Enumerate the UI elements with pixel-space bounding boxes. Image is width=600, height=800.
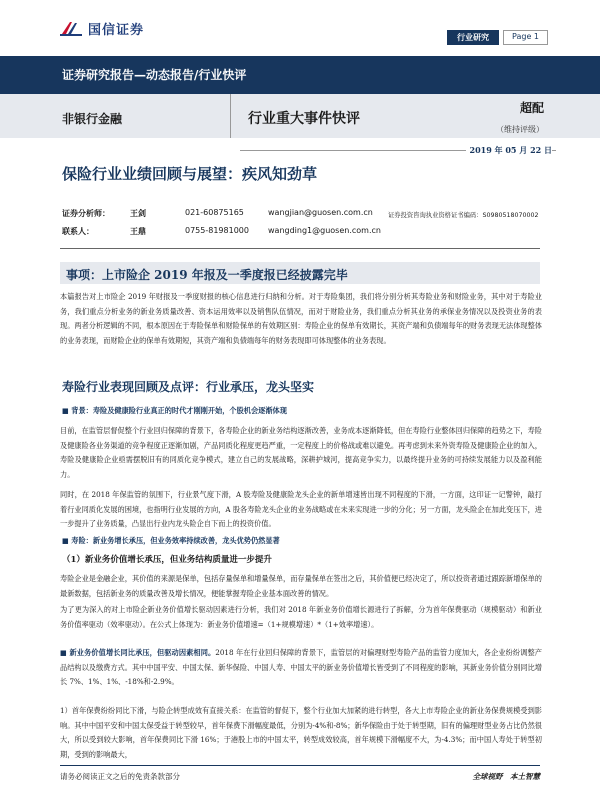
paragraph-5 (60, 646, 542, 690)
rating-note: （维持评级） (496, 125, 544, 134)
analyst-rule (60, 248, 540, 249)
bullet-life-text: 寿险：新业务增长承压，但业务效率持续改善，龙头优势仍然显著 (71, 536, 280, 545)
report-date: 2019 年 05 月 22 日 (466, 145, 552, 156)
analyst-email[interactable]: wangjian@guosen.com.cn (268, 208, 373, 217)
page-indicator: Page 1 (503, 30, 548, 45)
analyst-phone: 021-60875165 (185, 208, 244, 217)
paragraph-2: 同时，在 2018 年保监管的氛围下，行业景气度下滑，A 股寿险及健康险龙头企业的新单增速皆出现不同程度的下滑，一方面，这印证一记警钟，敲打着行业同质化发展的困境，也指明行业发展的方向，A 股各寿险龙头企业的业务战略或在未来实现进一步的分化；另一方面，龙头险企在加此变压下，进一步提升了业务质量，凸显出行业内龙头险企自下而上的投资价值。 (60, 490, 542, 529)
bullet-nbv-text: 新业务价值增长同比承压，但驱动因素相同。 (69, 648, 216, 657)
bullet-background (62, 404, 544, 418)
event-heading: 事项：上市险企 2019 年报及一季度报已经披露完毕 (66, 268, 348, 282)
analyst-license: 证券投资咨询执业资格证书编码：S0980518070002 (388, 212, 539, 219)
sector-label: 非银行金融 (62, 112, 123, 126)
report-category-tag: 行业研究 (447, 30, 499, 45)
bullet-icon: ■ (62, 536, 72, 545)
bullet-icon: ■ (60, 648, 70, 657)
paragraph-4: 为了更为深入的对上市险企新业务价值增长驱动因素进行分析，我们对 2018 年新业务价值增长源进行了拆解，分为首年保费驱动（规模驱动）和新业务价值率驱动（效率驱动）。在公式上体现为：新业务价值增速=（1+规模增速）*（1+效率增速）。 (60, 605, 542, 629)
section-title: 寿险行业表现回顾及点评：行业承压，龙头坚实 (62, 380, 315, 394)
contact-email[interactable]: wangding1@guosen.com.cn (268, 226, 381, 235)
brand-logo (60, 16, 144, 40)
rating-badge: 超配 (519, 101, 544, 115)
bullet-background-text: 背景：寿险及健康险行业真正的时代才刚刚开始，个股机会逐渐体现 (71, 406, 287, 415)
footer-rule (60, 765, 540, 766)
report-type: 行业重大事件快评 (248, 111, 360, 127)
footer-slogan: 全球视野 本土智慧 (472, 772, 540, 781)
logo-icon (60, 20, 82, 36)
subsection-heading: （1）新业务价值增长承压，但业务结构质量进一步提升 (62, 555, 272, 565)
analyst-label: 证券分析师： (62, 209, 110, 218)
paragraph-3: 寿险企业是金融企业，其价值的来源是保单，包括存量保单和增量保单，而存量保单在签出之后，其价值便已经决定了，所以投资者通过跟踪新增保单的最新数据，包括新业务的质量改善及增长情况，便能掌握寿险企业基本面改善的情况。 (60, 574, 542, 598)
footer-disclaimer: 请务必阅读正文之后的免责条款部分 (60, 772, 180, 781)
analyst-name: 王剑 (130, 209, 146, 218)
top-tags (447, 30, 548, 45)
event-body: 本篇报告对上市险企 2019 年财报及一季度财报的核心信息进行归纳和分析。对于寿险集团，我们将分别分析其寿险业务和财险业务，其中对于寿险业务，我们重点分析业务的新业务质量改善、资本运用效率以及销售队伍情况，而对于财险业务，我们重点分析其业务的承保业务情况以及投资业务的表现。两者分析逻辑的不同，根本原因在于寿险保单和财险保单的有效期区别：寿险企业的保单有效期长，其资产端和负债端每年的财务表现无法体现整体的业务表现，而财险企业的保单有效期短，其资产端和负债端每年的财务表现即可体现整体的业务表现。 (60, 292, 542, 345)
brand-name: 国信证券 (88, 22, 145, 38)
contact-phone: 0755-81981000 (185, 226, 249, 235)
bullet-icon: ■ (62, 406, 72, 415)
paragraph-5-text: 2018 年在行业回归保障的背景下，监管层的对偏理财型寿险产品的监管力度加大，各企业纷纷调整产品结构以及缴费方式。其中中国平安、中国太保、新华保险、中国人寿、中国太平的新业务价值增长皆受到了不同程度的影响，其新业务价值分别同比增长 7%、1%、1%、-18%和-2.9%。 (60, 648, 542, 687)
contact-name: 王鼎 (130, 227, 146, 236)
subheader-divider (230, 94, 231, 138)
bullet-life-insurance (62, 534, 544, 548)
contact-label: 联系人： (62, 227, 94, 236)
paragraph-6: 1）首年保费纷纷同比下滑，与险企转型成效有直接关系：在监管的督促下，整个行业加大加紧的进行转型，各大上市寿险企业的新业务保费规模受到影响。其中中国平安和中国太保受益于转型较早，首年保费下滑幅度最低，分别为-4%和-8%；新华保险由于处于转型期，旧有的偏理财型业务占比仍然很大，所以受到较大影响，首年保费同比下滑 16%；于港股上市的中国太平，转型成效较高，首年规模下滑幅度不大，为-4.3%；而中国人寿处于转型初期，受到的影响最大， (60, 706, 542, 759)
report-series-title: 证券研究报告—动态报告/行业快评 (62, 68, 247, 82)
paragraph-1: 目前，在监管层督促整个行业回归保障的背景下，各寿险企业的新业务结构逐渐改善，业务成本逐渐降低，但在寿险行业整体回归保障的趋势之下，寿险及健康险各业务渠道的竞争程度正逐渐加剧，产品同质化程度更趋严重，一定程度上的价格战或难以避免。再考虑到未来外资寿险及健康险企业的加入，寿险及健康险企业亟需摆脱旧有的同质化竞争模式，建立自己的发展战略，深耕护城河，提高竞争实力，以最终提升业务的可持续发展能力以及盈利能力。 (60, 426, 542, 479)
report-title: 保险行业业绩回顾与展望：疾风知劲草 (62, 165, 318, 183)
